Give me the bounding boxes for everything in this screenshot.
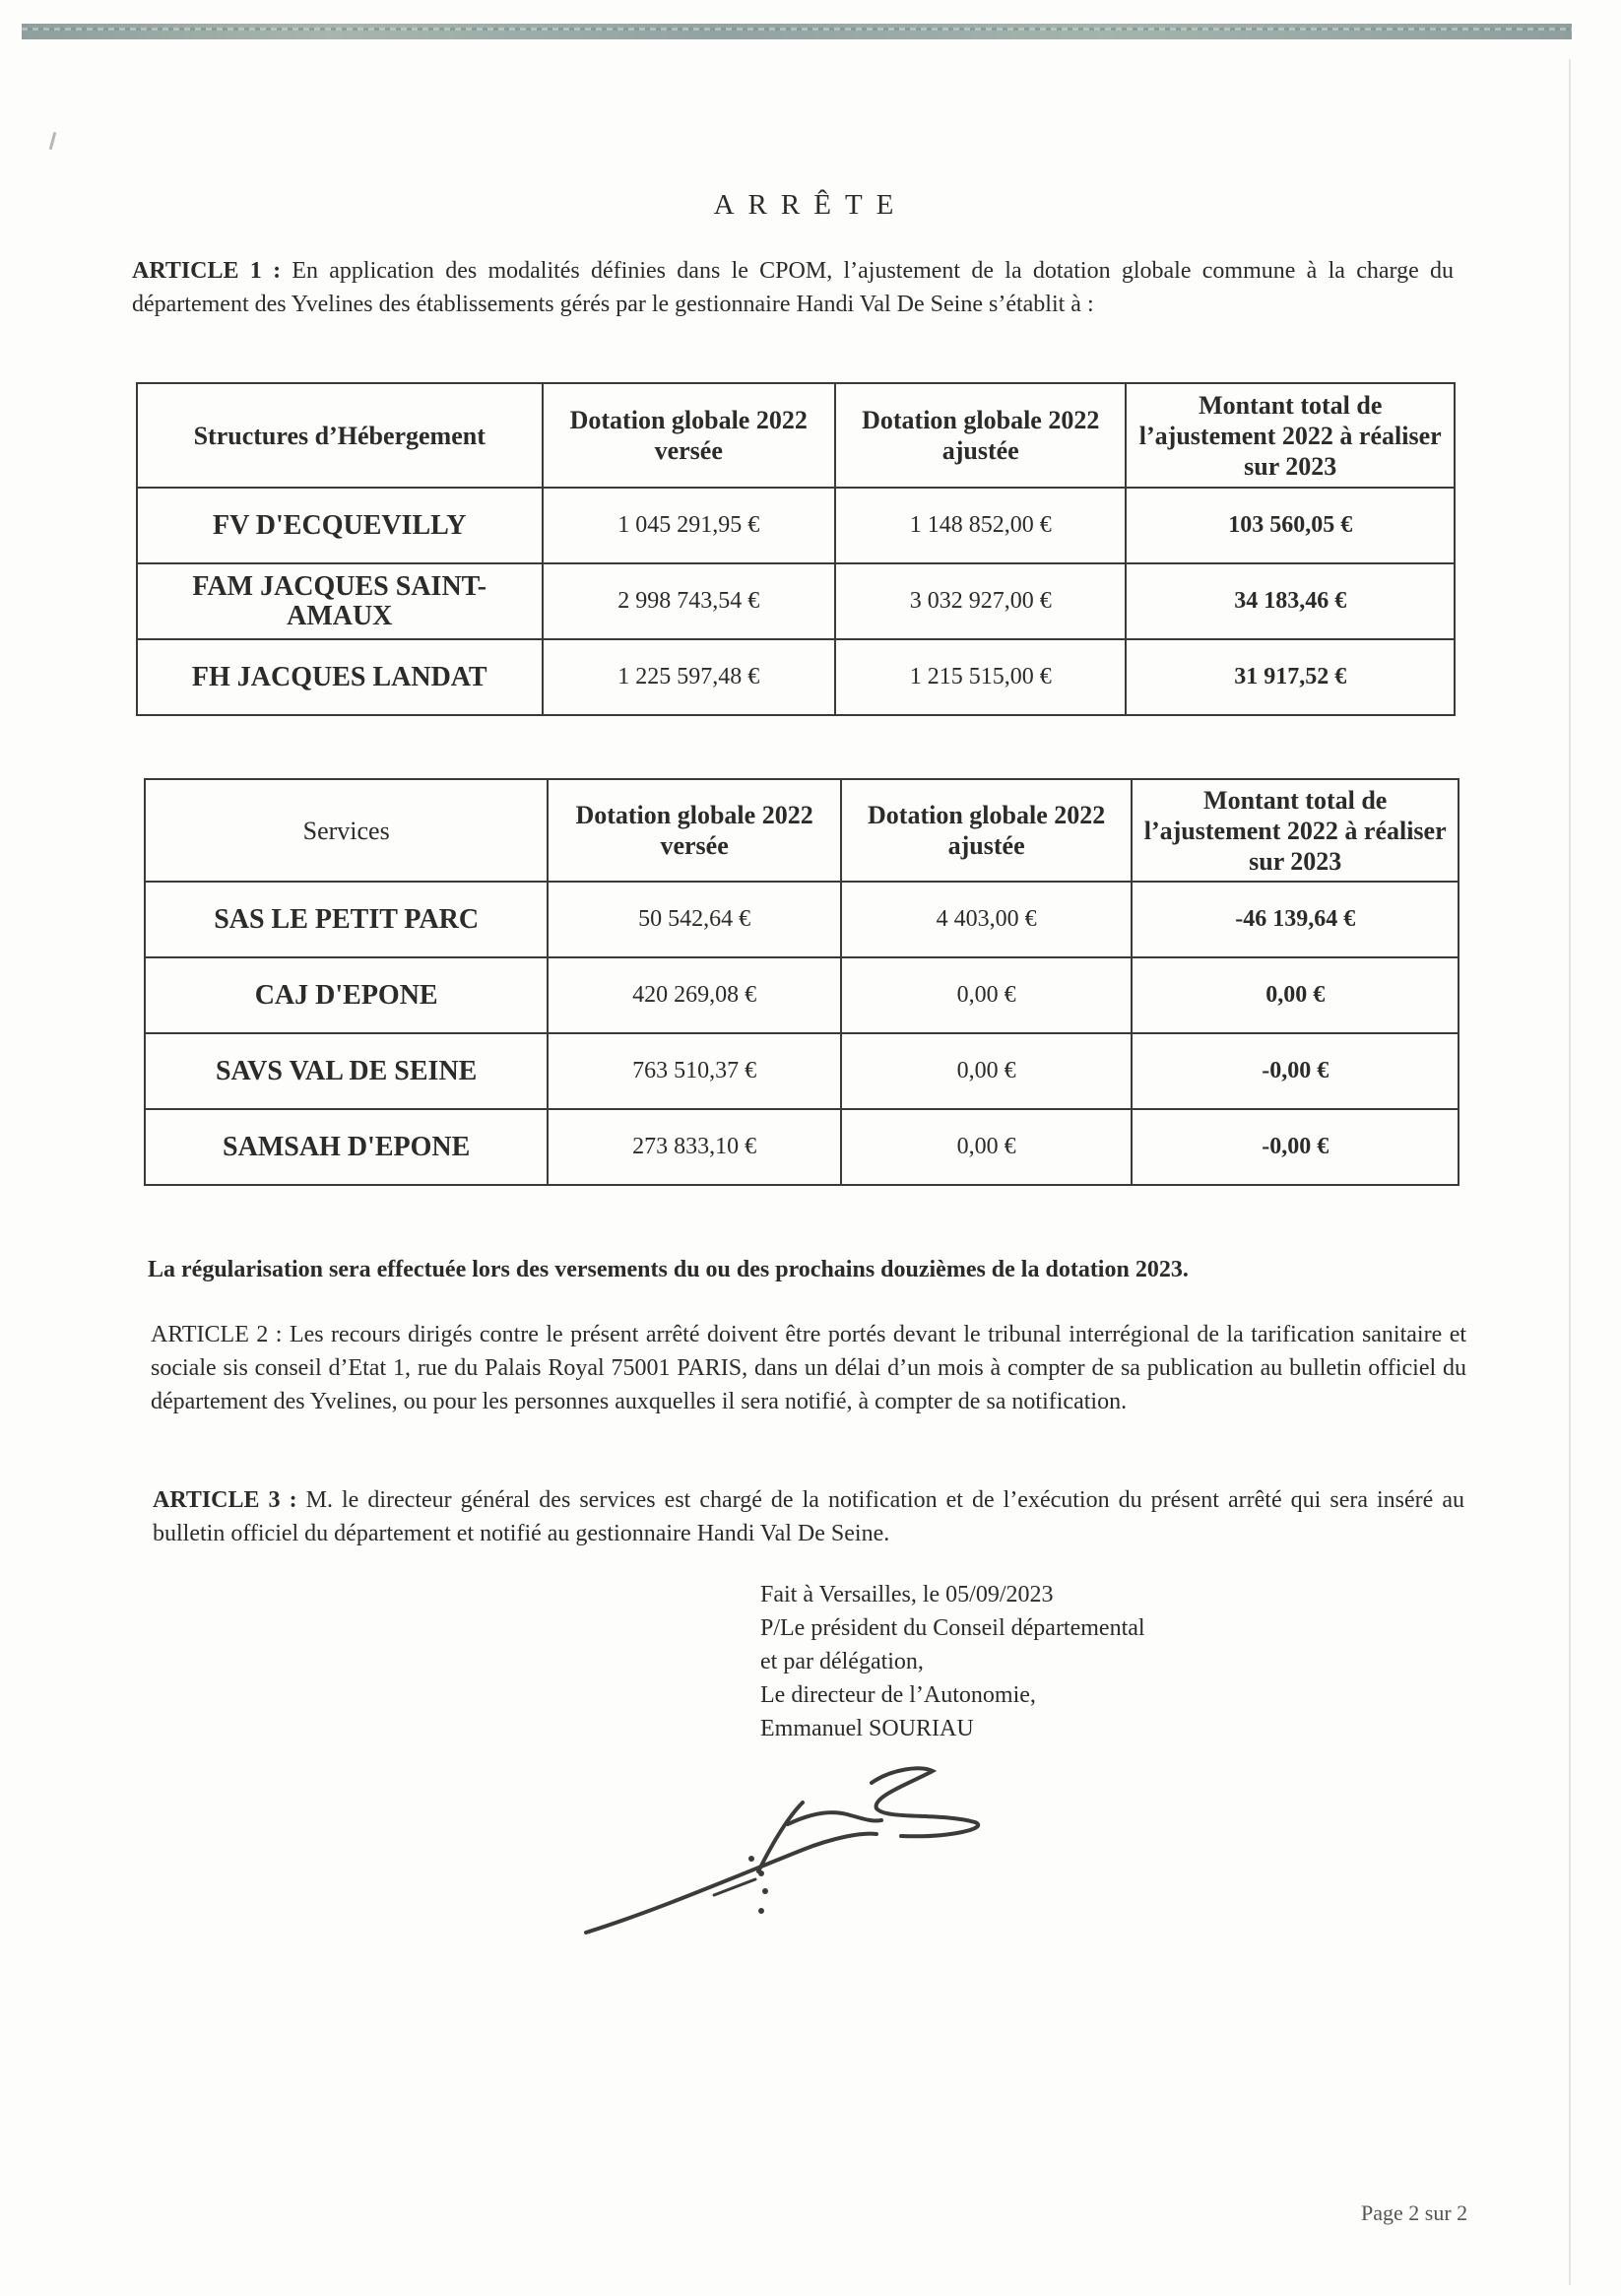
scan-speck <box>49 132 57 150</box>
table-row <box>145 1033 1459 1109</box>
structure-name: FAM JACQUES SAINT-AMAUX <box>137 563 543 639</box>
article-1-label: ARTICLE 1 : <box>132 258 282 284</box>
signature-delegation: et par délégation, <box>760 1649 924 1674</box>
service-name: SAVS VAL DE SEINE <box>145 1033 548 1109</box>
article-1 <box>132 254 1454 321</box>
structures-table <box>136 382 1456 716</box>
article-3-label: ARTICLE 3 : <box>153 1487 297 1513</box>
document-title: ARRÊTE <box>713 189 908 221</box>
ajustement-total: -0,00 € <box>1132 1109 1459 1185</box>
dotation-ajustee: 1 148 852,00 € <box>835 488 1126 563</box>
table-row <box>145 1109 1459 1185</box>
column-header: Structures d’Hébergement <box>137 383 543 488</box>
column-header: Dotation globale 2022 versée <box>548 779 841 882</box>
dotation-ajustee: 0,00 € <box>841 957 1133 1033</box>
dotation-ajustee: 1 215 515,00 € <box>835 639 1126 715</box>
column-header: Montant total de l’ajustement 2022 à réaliser sur 2023 <box>1126 383 1455 488</box>
service-name: SAS LE PETIT PARC <box>145 882 548 957</box>
article-2-label: ARTICLE 2 : <box>151 1322 283 1347</box>
article-2-text: Les recours dirigés contre le présent arrêté doivent être portés devant le tribunal interrégional de la tarification sanitaire et sociale sis conseil d’Etat 1, rue du Palais Royal 75001 PARIS, dans un délai d’un mois à compter de sa publication au bulletin officiel du département des Yvelines, ou pour les personnes auxquelles il sera notifié, à compter de sa notification. <box>151 1322 1467 1414</box>
signatory-name: Emmanuel SOURIAU <box>760 1716 974 1741</box>
service-name: SAMSAH D'EPONE <box>145 1109 548 1185</box>
handwritten-signature <box>576 1763 990 1940</box>
ajustement-total: 103 560,05 € <box>1126 488 1455 563</box>
regularisation-note: La régularisation sera effectuée lors des versements du ou des prochains douzièmes de la dotation 2023. <box>148 1257 1189 1282</box>
table-row <box>145 882 1459 957</box>
dotation-versee: 420 269,08 € <box>548 957 841 1033</box>
scan-top-border <box>22 24 1572 39</box>
dotation-versee: 1 045 291,95 € <box>543 488 835 563</box>
dotation-ajustee: 3 032 927,00 € <box>835 563 1126 639</box>
column-header: Dotation globale 2022 ajustée <box>835 383 1126 488</box>
signature-role: P/Le président du Conseil départemental <box>760 1615 1145 1641</box>
signature-block <box>760 1578 1145 1745</box>
ajustement-total: 34 183,46 € <box>1126 563 1455 639</box>
page-number: Page 2 sur 2 <box>1361 2200 1468 2225</box>
table-header-row <box>145 779 1459 882</box>
structure-name: FV D'ECQUEVILLY <box>137 488 543 563</box>
dotation-versee: 763 510,37 € <box>548 1033 841 1109</box>
column-header: Dotation globale 2022 ajustée <box>841 779 1133 882</box>
table-header-row <box>137 383 1455 488</box>
column-header: Montant total de l’ajustement 2022 à réaliser sur 2023 <box>1132 779 1459 882</box>
structure-name: FH JACQUES LANDAT <box>137 639 543 715</box>
column-header: Services <box>145 779 548 882</box>
services-table <box>144 778 1459 1186</box>
table-row <box>137 639 1455 715</box>
dotation-versee: 50 542,64 € <box>548 882 841 957</box>
dotation-versee: 2 998 743,54 € <box>543 563 835 639</box>
signature-place-date: Fait à Versailles, le 05/09/2023 <box>760 1582 1054 1607</box>
dotation-versee: 273 833,10 € <box>548 1109 841 1185</box>
table-row <box>137 488 1455 563</box>
ajustement-total: 0,00 € <box>1132 957 1459 1033</box>
service-name: CAJ D'EPONE <box>145 957 548 1033</box>
article-3-text: M. le directeur général des services est chargé de la notification et de l’exécution du présent arrêté qui sera inséré au bulletin officiel du département et notifié au gestionnaire Handi Val De Seine. <box>153 1487 1465 1546</box>
signature-title: Le directeur de l’Autonomie, <box>760 1682 1036 1708</box>
table-row <box>137 563 1455 639</box>
article-2 <box>151 1318 1466 1418</box>
dotation-ajustee: 0,00 € <box>841 1109 1133 1185</box>
ajustement-total: -0,00 € <box>1132 1033 1459 1109</box>
column-header: Dotation globale 2022 versée <box>543 383 835 488</box>
dotation-ajustee: 0,00 € <box>841 1033 1133 1109</box>
ajustement-total: -46 139,64 € <box>1132 882 1459 957</box>
dotation-ajustee: 4 403,00 € <box>841 882 1133 957</box>
dotation-versee: 1 225 597,48 € <box>543 639 835 715</box>
scan-right-edge <box>1569 59 1571 2285</box>
table-row <box>145 957 1459 1033</box>
article-3 <box>153 1483 1464 1550</box>
article-1-text: En application des modalités définies dans le CPOM, l’ajustement de la dotation globale commune à la charge du département des Yvelines des établissements gérés par le gestionnaire Handi Val De Seine s’établit à : <box>132 258 1454 317</box>
ajustement-total: 31 917,52 € <box>1126 639 1455 715</box>
